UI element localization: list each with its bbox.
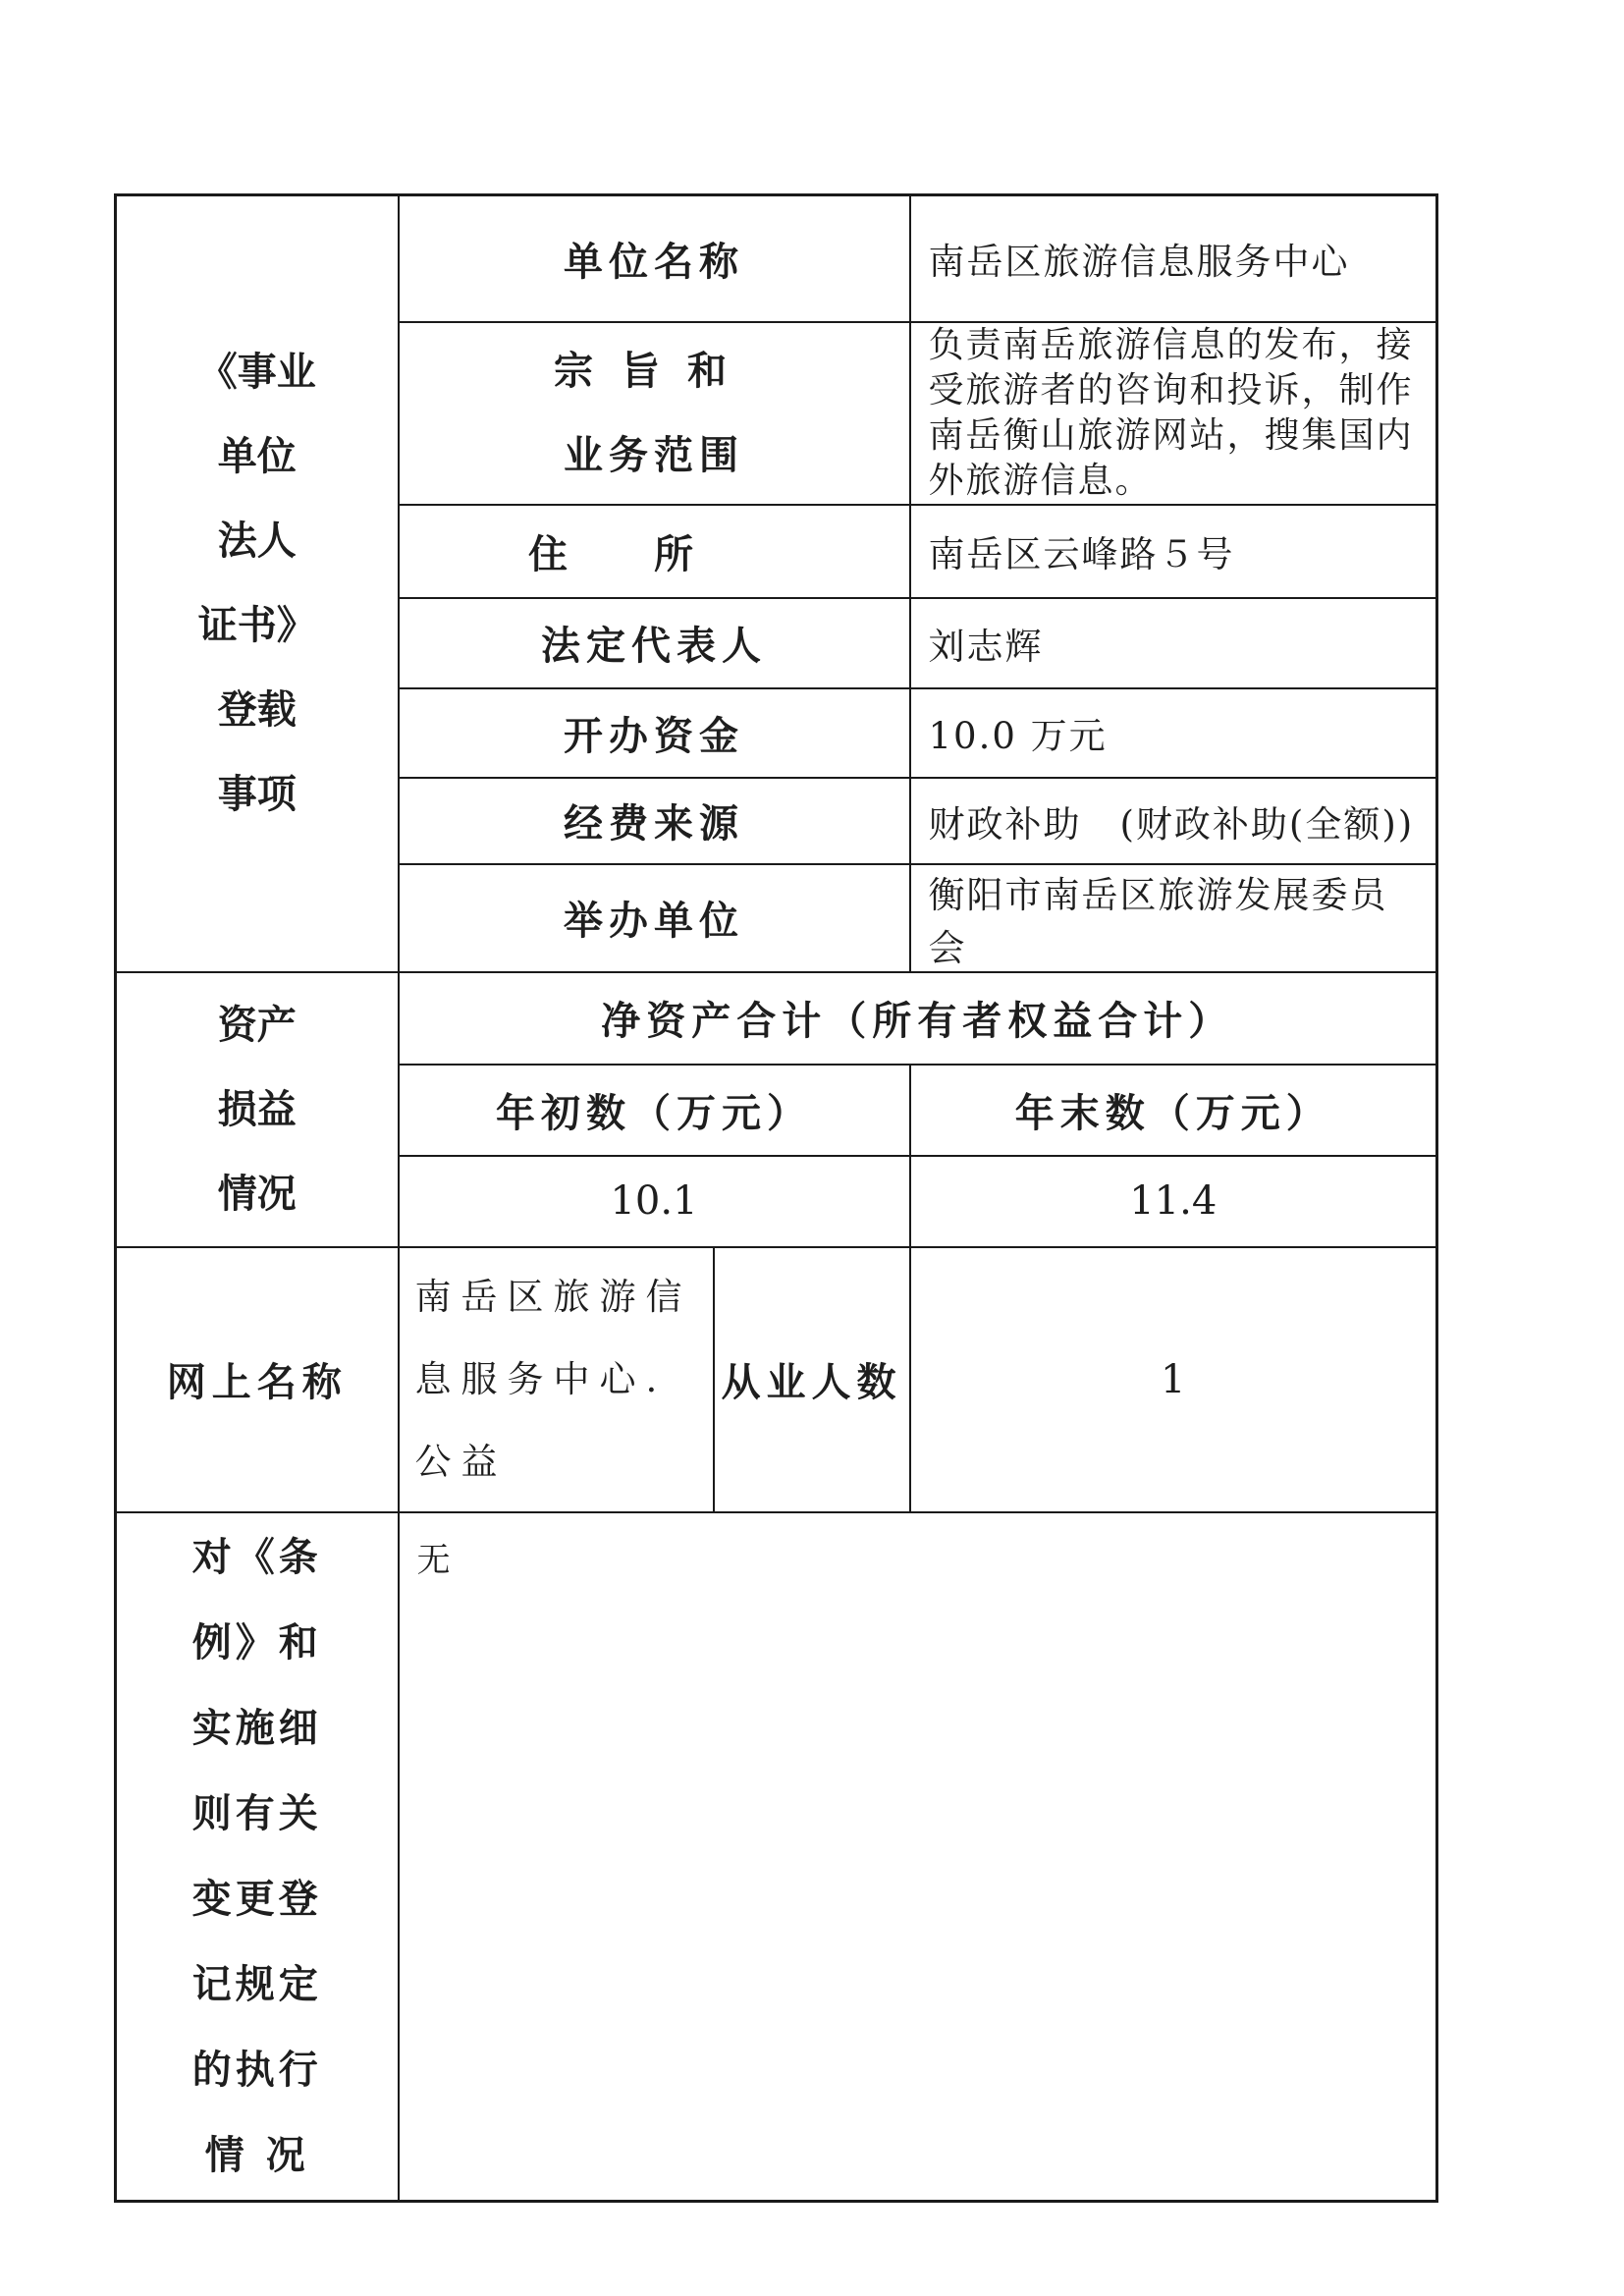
assets-label-line: 资产 [217,1001,297,1048]
row-net-assets-header [116,972,1437,1065]
compliance-label [116,1512,399,2202]
compliance-label-line: 实施细 [191,1705,322,1752]
row-compliance [116,1512,1437,2202]
row-unit-name [116,195,1437,322]
capital-label: 开办资金 [399,688,910,778]
online-name-label: 网上名称 [116,1247,399,1512]
sponsor-value: 衡阳市南岳区旅游发展委员会 [910,864,1437,972]
purpose-scope-text: 负责南岳旅游信息的发布，接受旅游者的咨询和投诉，制作南岳衡山旅游网站，搜集国内外旅游信息。 [928,324,1414,501]
legal-rep-label: 法定代表人 [399,598,910,688]
row-online-name [116,1247,1437,1512]
assets-label-line: 损益 [217,1085,297,1132]
funding-source-label: 经费来源 [399,778,910,864]
address-value: 南岳区云峰路５号 [910,505,1437,598]
assets-label-line: 情况 [217,1170,297,1217]
sponsor-label: 举办单位 [399,864,910,972]
staff-count-label: 从业人数 [714,1247,910,1512]
compliance-label-line: 记规定 [191,1961,322,2008]
begin-of-year-header: 年初数（万元） [399,1065,910,1156]
net-assets-header: 净资产合计（所有者权益合计） [399,972,1437,1065]
capital-value: 10.0 万元 [910,688,1437,778]
compliance-label-line: 对《条 [191,1534,322,1581]
assets-label [116,972,399,1247]
compliance-label-line: 则有关 [191,1790,322,1837]
purpose-scope-label [399,322,910,505]
certificate-items-label-line: 事项 [217,771,297,818]
compliance-label-line: 例》和 [191,1619,322,1667]
begin-of-year-value: 10.1 [399,1156,910,1247]
certificate-items-label-line: 登载 [217,686,297,734]
staff-count-value: 1 [910,1247,1437,1512]
purpose-scope-value [910,322,1437,505]
certificate-items-label-line: 证书》 [197,602,316,649]
certificate-items-label-line: 《事业 [197,349,316,396]
certificate-items-label-line: 法人 [217,518,297,565]
funding-source-value: 财政补助 (财政补助(全额)) [910,778,1437,864]
compliance-label-line: 变更登 [191,1876,322,1923]
unit-name-label: 单位名称 [399,195,910,322]
compliance-label-line: 的执行 [191,2047,322,2094]
certificate-items-label-line: 单位 [217,433,297,480]
certificate-items-label [116,195,399,972]
legal-rep-value: 刘志辉 [910,598,1437,688]
compliance-value: 无 [399,1512,1437,2202]
end-of-year-value: 11.4 [910,1156,1437,1247]
end-of-year-header: 年末数（万元） [910,1065,1437,1156]
unit-name-value: 南岳区旅游信息服务中心 [910,195,1437,322]
purpose-scope-label-line: 业务范围 [564,431,744,478]
online-name-value: 南岳区旅游信息服务中心.公益 [399,1247,714,1512]
compliance-label-line: 情 况 [204,2132,309,2179]
address-label: 住所 [399,505,910,598]
purpose-scope-label-line: 宗旨和 [554,347,754,394]
registration-table [114,193,1438,2203]
